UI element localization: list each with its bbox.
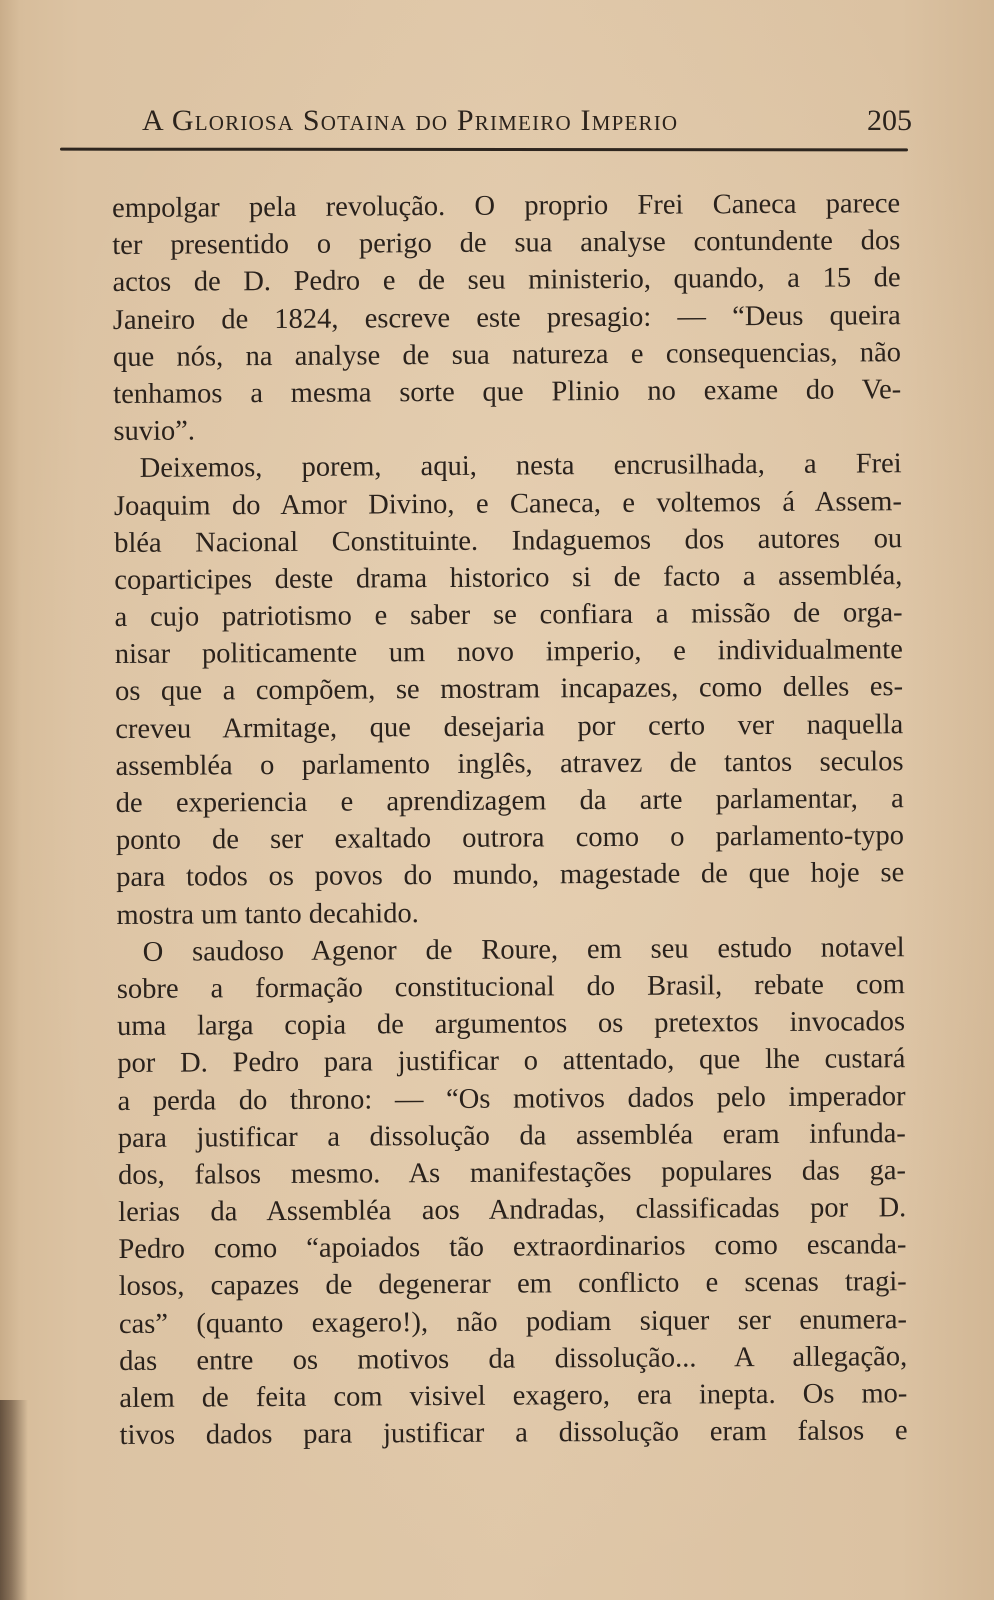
text-line: das entre os motivos da dissolução... A allegação, <box>119 1340 908 1377</box>
spine-shadow <box>0 1400 28 1600</box>
page-number: 205 <box>867 104 912 137</box>
text-line: ter presentido o perigo de sua analyse contundente dos <box>112 225 901 262</box>
text-line: O saudoso Agenor de Roure, em seu estudo notavel <box>142 931 905 968</box>
running-header <box>142 104 912 148</box>
text-line: sobre a formação constitucional do Brasil, rebate com <box>116 969 905 1005</box>
text-line: tenhamos a mesma sorte que Plinio no exame do Ve- <box>113 374 902 410</box>
text-line: Deixemos, porem, aqui, nesta encrusilhada, a Frei <box>139 448 902 485</box>
text-line: a perda do throno: — “Os motivos dados pelo imperador <box>117 1080 906 1117</box>
text-line: suvio”. <box>113 415 196 448</box>
text-line: creveu Armitage, que desejaria por certo ver naquella <box>115 708 904 745</box>
text-line: para todos os povos do mundo, magestade de que hoje se <box>116 857 905 894</box>
text-line: alem de feita com visivel exagero, era inepta. Os mo- <box>119 1378 908 1414</box>
text-line: os que a compõem, se mostram incapazes, como delles es- <box>114 671 904 708</box>
body-text <box>112 185 908 1454</box>
text-line: a cujo patriotismo e saber se confiara a missão de orga- <box>114 597 903 634</box>
text-line: lerias da Assembléa aos Andradas, classificadas por D. <box>118 1192 907 1229</box>
text-line: mostra um tanto decahido. <box>116 897 419 931</box>
text-line: Janeiro de 1824, escreve este presagio: — “Deus queira <box>112 299 901 336</box>
text-line: nisar politicamente um novo imperio, e individualmente <box>114 634 903 671</box>
text-line: coparticipes deste drama historico si de facto a assembléa, <box>114 560 903 596</box>
text-line: Pedro como “apoiados tão extraordinarios como escanda- <box>118 1229 907 1266</box>
text-line: uma larga copia de argumentos os pretextos invocados <box>117 1006 906 1043</box>
text-line: para justificar a dissolução da assembléa eram infunda- <box>117 1117 906 1154</box>
text-line: tivos dados para justificar a dissolução eram falsos e <box>119 1415 908 1452</box>
text-line: por D. Pedro para justificar o attentado, que lhe custará <box>117 1043 906 1080</box>
text-line: cas” (quanto exagero!), não podiam siquer ser enumera- <box>118 1303 908 1340</box>
text-line: Joaquim do Amor Divino, e Caneca, e voltemos á Assem- <box>113 485 903 522</box>
text-line: losos, capazes de degenerar em conflicto e scenas tragi- <box>118 1266 907 1303</box>
text-line: bléa Nacional Constituinte. Indaguemos dos autores ou <box>114 522 903 559</box>
text-line: ponto de ser exaltado outrora como o parlamento-typo <box>115 820 905 857</box>
text-line: assembléa o parlamento inglês, atravez de tantos seculos <box>115 745 904 782</box>
text-line: actos de D. Pedro e de seu ministerio, quando, a 15 de <box>112 262 901 299</box>
text-line: dos, falsos mesmo. As manifestações populares das ga- <box>117 1155 907 1191</box>
text-line: empolgar pela revolução. O proprio Frei Caneca parece <box>112 188 901 224</box>
text-line: de experiencia e aprendizagem da arte parlamentar, a <box>115 783 904 819</box>
text-line: que nós, na analyse de sua natureza e consequencias, não <box>112 336 902 373</box>
running-title: A Gloriosa Sotaina do Primeiro Imperio <box>142 104 679 137</box>
header-rule <box>60 148 908 152</box>
